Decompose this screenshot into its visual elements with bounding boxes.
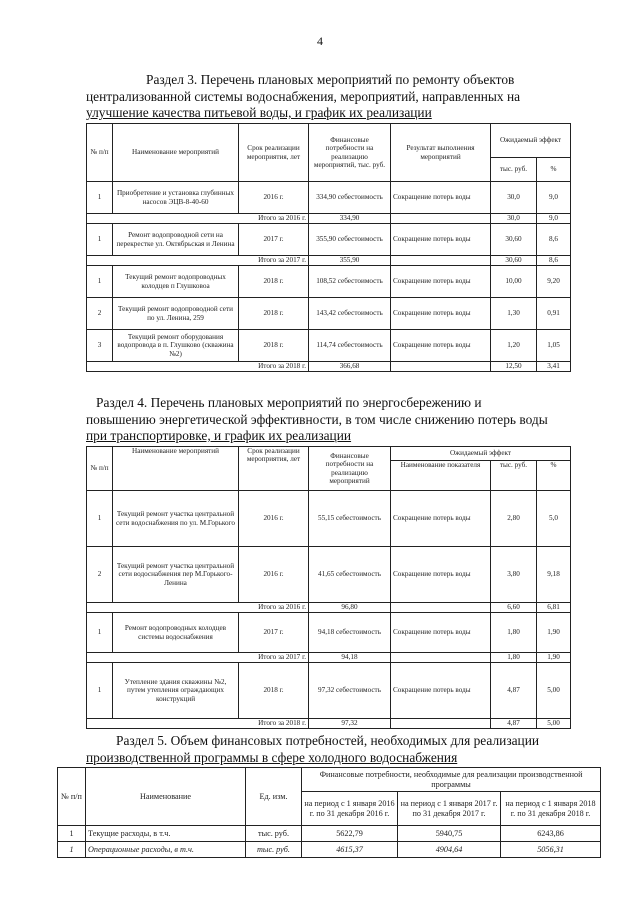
section4-title — [86, 395, 570, 445]
total-spacer — [391, 362, 491, 372]
header-period-2017: на период с 1 января 2017 г. по 31 декабря 2017 г. — [398, 792, 501, 826]
row-value-2017: 5940,75 — [398, 826, 501, 842]
row-value-2016: 5622,79 — [302, 826, 398, 842]
row-term: 2016 г. — [239, 547, 309, 603]
header-finance: Финансовые потребности на реализацию мероприятий, тыс. руб. — [309, 124, 391, 182]
row-num: 1 — [87, 182, 113, 214]
total-label: Итого за 2017 г. — [87, 653, 309, 663]
row-effect-rub: 3,80 — [491, 547, 537, 603]
total-spacer — [391, 603, 491, 613]
total-spacer — [391, 214, 491, 224]
total-effect-pct: 9,0 — [537, 214, 571, 224]
total-effect-pct: 6,81 — [537, 603, 571, 613]
header-effect: Ожидаемый эффект — [491, 124, 571, 158]
row-effect-pct: 9,20 — [537, 266, 571, 298]
total-spacer — [391, 719, 491, 729]
row-num: 1 — [87, 613, 113, 653]
row-name: Текущий ремонт участка центральной сети водоснабжения по ул. М.Горького — [113, 491, 239, 547]
row-finance: 41,65 себестоимость — [309, 547, 391, 603]
total-effect-rub: 1,80 — [491, 653, 537, 663]
section5-title — [86, 733, 570, 766]
total-effect-pct: 1,90 — [537, 653, 571, 663]
header-num: № п/п — [87, 124, 113, 182]
row-result: Сокращение потерь воды — [391, 298, 491, 330]
header-effect-pct: % — [537, 158, 571, 182]
total-label: Итого за 2016 г. — [87, 214, 309, 224]
row-num: 1 — [87, 663, 113, 719]
row-effect-pct: 9,18 — [537, 547, 571, 603]
row-num: 1 — [87, 491, 113, 547]
section3-title-line: Раздел 3. Перечень плановых мероприятий по ремонту объектов — [146, 72, 515, 87]
header-num: № п/п — [58, 768, 86, 826]
total-finance: 334,90 — [309, 214, 391, 224]
total-finance: 97,32 — [309, 719, 391, 729]
page-number: 4 — [317, 34, 323, 48]
section4-title-line: повышению энергетической эффективности, в том числе снижению потерь воды — [86, 411, 548, 427]
row-result: Сокращение потерь воды — [391, 330, 491, 362]
row-term: 2018 г. — [239, 298, 309, 330]
row-num: 1 — [58, 842, 86, 858]
table-row — [87, 266, 571, 298]
total-finance: 355,90 — [309, 256, 391, 266]
row-result: Сокращение потерь воды — [391, 613, 491, 653]
section5-title-line: Раздел 5. Объем финансовых потребностей, необходимых для реализации — [116, 733, 540, 748]
section5-title-line: производственной программы в сфере холодного водоснабжения — [86, 749, 458, 765]
row-effect-pct: 0,91 — [537, 298, 571, 330]
row-unit: тыс. руб. — [246, 826, 302, 842]
row-effect-rub: 30,0 — [491, 182, 537, 214]
header-effect-rub: тыс. руб. — [491, 158, 537, 182]
row-result: Сокращение потерь воды — [391, 224, 491, 256]
row-effect-rub: 1,20 — [491, 330, 537, 362]
total-spacer — [391, 653, 491, 663]
total-effect-rub: 6,60 — [491, 603, 537, 613]
row-name: Ремонт водопроводных колодцев системы водоснабжения — [113, 613, 239, 653]
header-effect: Ожидаемый эффект — [391, 447, 571, 461]
row-effect-pct: 8,6 — [537, 224, 571, 256]
row-value-2018: 5056,31 — [501, 842, 601, 858]
section3-title — [86, 72, 570, 122]
row-result: Сокращение потерь воды — [391, 547, 491, 603]
total-finance: 94,18 — [309, 653, 391, 663]
row-term: 2016 г. — [239, 491, 309, 547]
header-period-2016: на период с 1 января 2016 г. по 31 декабря 2016 г. — [302, 792, 398, 826]
row-num: 1 — [87, 224, 113, 256]
table-row — [87, 298, 571, 330]
total-row — [87, 719, 571, 729]
header-term: Срок реализации мероприятия, лет — [239, 124, 309, 182]
header-indicator: Наименование показателя — [391, 461, 491, 491]
total-label: Итого за 2017 г. — [87, 256, 309, 266]
header-name: Наименование мероприятий — [113, 124, 239, 182]
total-label: Итого за 2018 г. — [87, 362, 309, 372]
row-name: Текущий ремонт участка центральной сети водоснабжения пер М.Горького- Ленина — [113, 547, 239, 603]
row-effect-pct: 5,00 — [537, 663, 571, 719]
total-effect-rub: 30,0 — [491, 214, 537, 224]
row-finance: 108,52 себестоимость — [309, 266, 391, 298]
row-num: 3 — [87, 330, 113, 362]
header-name: Наименование — [86, 768, 246, 826]
section3-title-line: улучшение качества питьевой воды, и график их реализации — [86, 105, 432, 120]
table-row — [58, 842, 601, 858]
row-effect-rub: 30,60 — [491, 224, 537, 256]
header-term: Срок реализации мероприятия, лет — [239, 447, 309, 491]
total-effect-rub: 30,60 — [491, 256, 537, 266]
row-effect-rub: 1,80 — [491, 613, 537, 653]
row-name: Текущие расходы, в т.ч. — [86, 826, 246, 842]
row-name: Утепление здания скважины №2, путем утепления ограждающих конструкций — [113, 663, 239, 719]
total-label: Итого за 2016 г. — [87, 603, 309, 613]
total-effect-pct: 3,41 — [537, 362, 571, 372]
row-effect-pct: 1,90 — [537, 613, 571, 653]
row-name: Операционные расходы, в т.ч. — [86, 842, 246, 858]
total-finance: 96,80 — [309, 603, 391, 613]
header-effect-pct: % — [537, 461, 571, 491]
row-finance: 334,90 себестоимость — [309, 182, 391, 214]
table-row — [87, 224, 571, 256]
row-num: 1 — [58, 826, 86, 842]
row-value-2016: 4615,37 — [302, 842, 398, 858]
row-effect-pct: 9,0 — [537, 182, 571, 214]
header-num: № п/п — [87, 447, 113, 491]
row-effect-rub: 10,00 — [491, 266, 537, 298]
row-num: 1 — [87, 266, 113, 298]
total-row — [87, 603, 571, 613]
total-row — [87, 256, 571, 266]
row-num: 2 — [87, 547, 113, 603]
table-row — [58, 826, 601, 842]
header-finance: Финансовые потребности, необходимые для реализации производственной программы — [302, 768, 601, 792]
row-finance: 355,90 себестоимость — [309, 224, 391, 256]
row-finance: 143,42 себестоимость — [309, 298, 391, 330]
row-value-2018: 6243,86 — [501, 826, 601, 842]
row-result: Сокращение потерь воды — [391, 491, 491, 547]
total-row — [87, 214, 571, 224]
table-row — [87, 330, 571, 362]
row-finance: 114,74 себестоимость — [309, 330, 391, 362]
row-term: 2018 г. — [239, 266, 309, 298]
header-name: Наименование мероприятий — [113, 447, 239, 491]
row-value-2017: 4904,64 — [398, 842, 501, 858]
table-row — [87, 547, 571, 603]
row-term: 2017 г. — [239, 613, 309, 653]
row-name: Приобретение и установка глубинных насосов ЭЦВ-8-40-60 — [113, 182, 239, 214]
total-effect-pct: 8,6 — [537, 256, 571, 266]
row-finance: 94,18 себестоимость — [309, 613, 391, 653]
total-row — [87, 362, 571, 372]
table-row — [87, 613, 571, 653]
row-effect-rub: 4,87 — [491, 663, 537, 719]
section4-title-line: Раздел 4. Перечень плановых мероприятий по энергосбережению и — [96, 395, 482, 410]
row-result: Сокращение потерь воды — [391, 266, 491, 298]
section4-table — [86, 446, 571, 729]
row-effect-pct: 5,0 — [537, 491, 571, 547]
row-name: Текущий ремонт водопроводной сети по ул. Ленина, 259 — [113, 298, 239, 330]
row-term: 2017 г. — [239, 224, 309, 256]
row-effect-rub: 2,80 — [491, 491, 537, 547]
row-term: 2016 г. — [239, 182, 309, 214]
row-unit: тыс. руб. — [246, 842, 302, 858]
section3-table — [86, 123, 571, 372]
header-effect-rub: тыс. руб. — [491, 461, 537, 491]
total-effect-pct: 5,00 — [537, 719, 571, 729]
row-name: Ремонт водопроводной сети на перекрестке ул. Октябрьская и Ленина — [113, 224, 239, 256]
row-term: 2018 г. — [239, 663, 309, 719]
row-finance: 55,15 себестоимость — [309, 491, 391, 547]
section3-title-line: централизованной системы водоснабжения, мероприятий, направленных на — [86, 88, 521, 104]
header-period-2018: на период с 1 января 2018 г. по 31 декабря 2018 г. — [501, 792, 601, 826]
header-unit: Ед. изм. — [246, 768, 302, 826]
row-result: Сокращение потерь воды — [391, 182, 491, 214]
section4-title-line: при транспортировке, и график их реализации — [86, 428, 352, 443]
table-row — [87, 491, 571, 547]
row-effect-rub: 1,30 — [491, 298, 537, 330]
row-name: Текущий ремонт оборудования водопровода в п. Глушково (скважина №2) — [113, 330, 239, 362]
table-row — [87, 663, 571, 719]
row-result: Сокращение потерь воды — [391, 663, 491, 719]
header-finance: Финансовые потребности на реализацию мероприятий — [309, 447, 391, 491]
total-spacer — [391, 256, 491, 266]
section5-table — [57, 767, 601, 858]
total-effect-rub: 4,87 — [491, 719, 537, 729]
total-effect-rub: 12,50 — [491, 362, 537, 372]
row-num: 2 — [87, 298, 113, 330]
header-result: Результат выполнения мероприятий — [391, 124, 491, 182]
row-name: Текущий ремонт водопроводных колодцев п Глушковоа — [113, 266, 239, 298]
total-label: Итого за 2018 г. — [87, 719, 309, 729]
table-row — [87, 182, 571, 214]
row-finance: 97,32 себестоимость — [309, 663, 391, 719]
total-row — [87, 653, 571, 663]
total-finance: 366,68 — [309, 362, 391, 372]
row-effect-pct: 1,05 — [537, 330, 571, 362]
row-term: 2018 г. — [239, 330, 309, 362]
